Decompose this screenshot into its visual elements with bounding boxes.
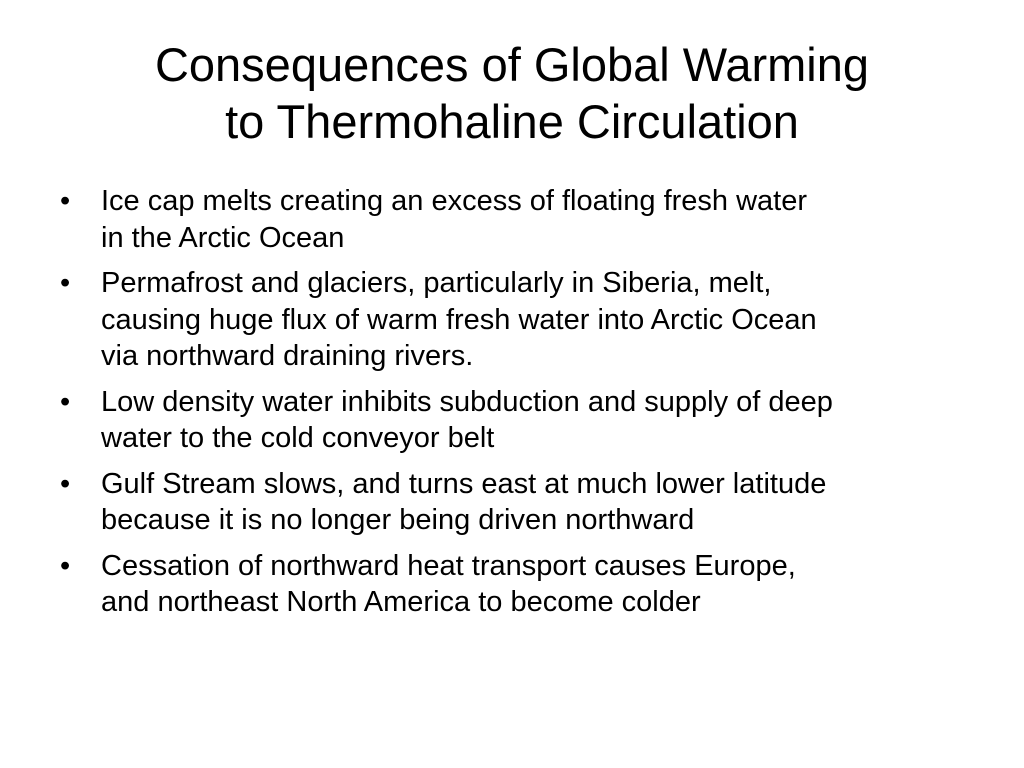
bullet-text-line: and northeast North America to become colder [101,586,701,618]
bullet-text-line: Cessation of northward heat transport causes Europe, [101,549,796,582]
bullet-text-line: water to the cold conveyor belt [101,422,495,454]
bullet-item-cessation [57,548,987,621]
bullet-icon: • [60,549,71,582]
bullet-item-ice-cap [57,183,987,256]
bullet-list [57,183,987,630]
bullet-text-line: via northward draining rivers. [101,340,474,372]
bullet-icon: • [60,267,71,299]
slide-title-line-1: Consequences of Global Warming [154,38,870,91]
bullet-icon: • [60,185,71,217]
bullet-text-line: Low density water inhibits subduction and supply of deep [101,385,833,418]
bullet-icon: • [60,467,71,500]
bullet-item-gulf-stream [57,466,987,539]
bullet-text-line: because it is no longer being driven northward [101,504,695,536]
bullet-text-line: Permafrost and glaciers, particularly in Siberia, melt, [101,267,772,299]
slide-title-line-2: to Thermohaline Circulation [225,95,799,148]
bullet-item-permafrost [57,265,987,375]
bullet-text-line: Ice cap melts creating an excess of floating fresh water [101,185,808,217]
slide-title [40,36,984,150]
bullet-item-low-density [57,384,987,457]
bullet-icon: • [60,385,71,418]
bullet-text-line: causing huge flux of warm fresh water into Arctic Ocean [101,303,817,336]
bullet-text-line: Gulf Stream slows, and turns east at much lower latitude [101,467,827,500]
bullet-text-line: in the Arctic Ocean [101,221,345,254]
